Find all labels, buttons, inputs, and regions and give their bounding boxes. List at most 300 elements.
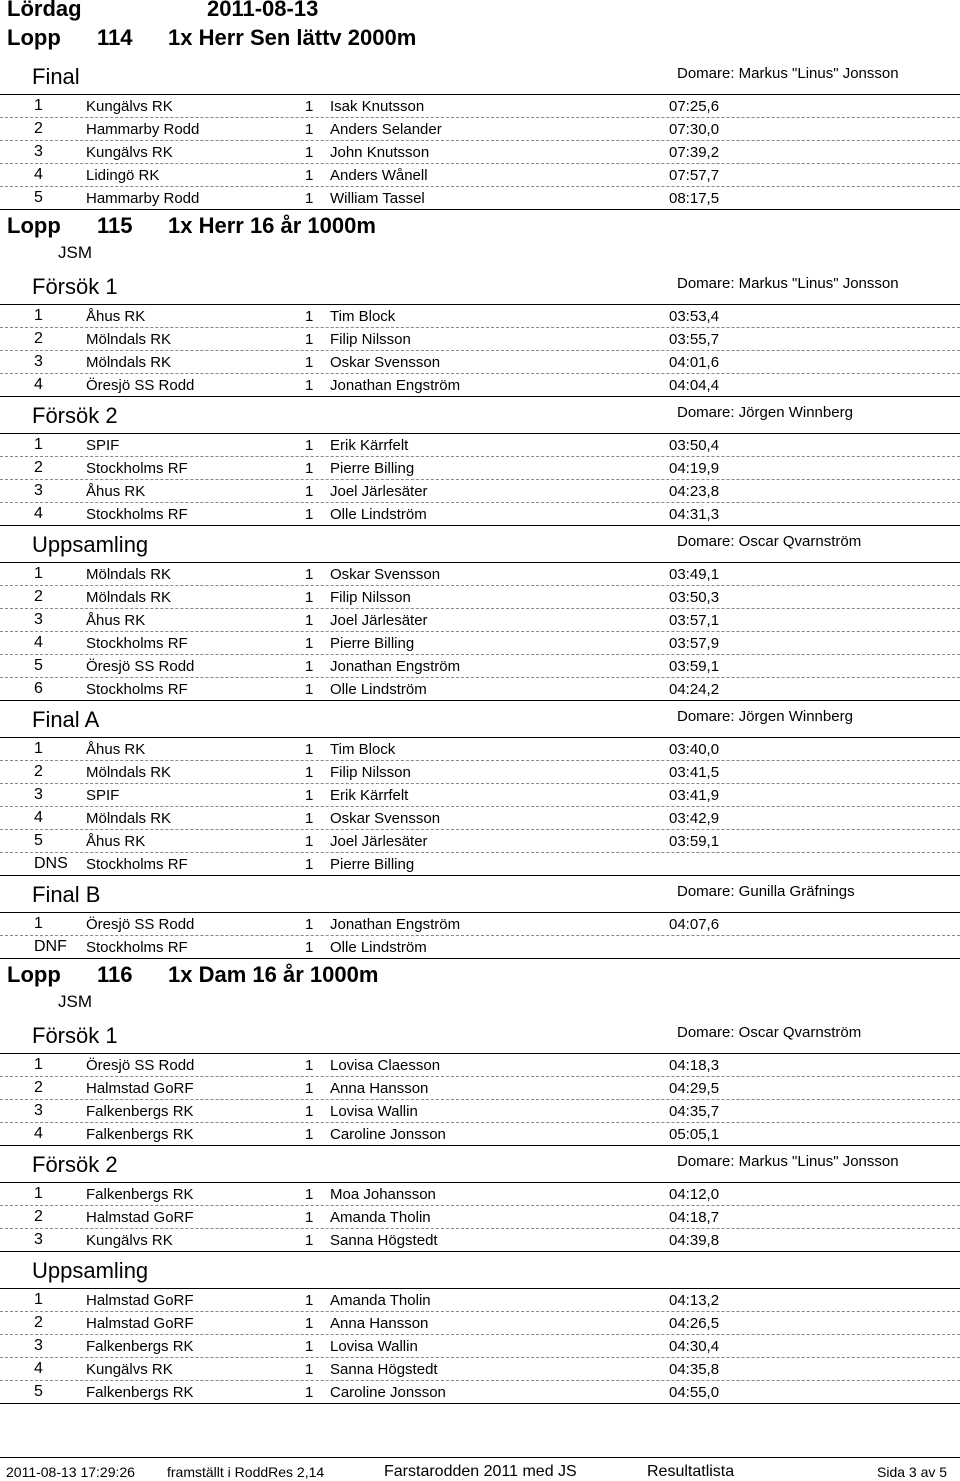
heat-block bbox=[0, 58, 960, 210]
result-row bbox=[0, 761, 960, 784]
heat-header bbox=[0, 1017, 960, 1054]
race-number: 115 bbox=[97, 213, 133, 238]
place: 2 bbox=[34, 459, 43, 476]
heat-block bbox=[0, 701, 960, 876]
club-name: Mölndals RK bbox=[86, 566, 172, 583]
result-time: 03:50,4 bbox=[669, 437, 720, 454]
day-label: Lördag bbox=[7, 0, 82, 21]
result-row bbox=[0, 141, 960, 164]
result-time: 03:41,5 bbox=[669, 764, 720, 781]
place: 3 bbox=[34, 1102, 43, 1119]
rower-name: Filip Nilsson bbox=[330, 764, 411, 781]
boat-number: 1 bbox=[305, 144, 314, 161]
page-footer bbox=[0, 1457, 960, 1480]
rower-name: Anders Wånell bbox=[330, 167, 428, 184]
place: 2 bbox=[34, 763, 43, 780]
boat-number: 1 bbox=[305, 833, 314, 850]
result-time: 04:23,8 bbox=[669, 483, 720, 500]
place: 3 bbox=[34, 482, 43, 499]
result-time: 05:05,1 bbox=[669, 1126, 720, 1143]
rower-name: Amanda Tholin bbox=[330, 1209, 431, 1226]
place: 1 bbox=[34, 1185, 43, 1202]
result-time: 04:55,0 bbox=[669, 1384, 720, 1401]
result-time: 04:01,6 bbox=[669, 354, 720, 371]
place: 4 bbox=[34, 809, 43, 826]
result-time: 04:30,4 bbox=[669, 1338, 720, 1355]
result-row bbox=[0, 1100, 960, 1123]
place: 5 bbox=[34, 1383, 43, 1400]
result-time: 03:50,3 bbox=[669, 589, 720, 606]
heat-header bbox=[0, 268, 960, 305]
boat-number: 1 bbox=[305, 437, 314, 454]
heat-header bbox=[0, 526, 960, 563]
result-row bbox=[0, 328, 960, 351]
place: 4 bbox=[34, 166, 43, 183]
rower-name: Joel Järlesäter bbox=[330, 483, 428, 500]
heat-block bbox=[0, 1146, 960, 1252]
result-rows bbox=[0, 305, 960, 397]
result-row bbox=[0, 480, 960, 503]
rower-name: Tim Block bbox=[330, 308, 396, 325]
place: 1 bbox=[34, 436, 43, 453]
boat-number: 1 bbox=[305, 1186, 314, 1203]
race-sub-label: JSM bbox=[58, 243, 92, 262]
rower-name: Anna Hansson bbox=[330, 1080, 429, 1097]
boat-number: 1 bbox=[305, 681, 314, 698]
result-time: 03:49,1 bbox=[669, 566, 720, 583]
club-name: Åhus RK bbox=[86, 308, 146, 325]
rower-name: Caroline Jonsson bbox=[330, 1126, 446, 1143]
result-time: 04:31,3 bbox=[669, 506, 720, 523]
place: 1 bbox=[34, 1056, 43, 1073]
race-label: Lopp bbox=[7, 962, 61, 987]
judge-label: Domare: Jörgen Winnberg bbox=[677, 708, 853, 725]
race-subtitle bbox=[0, 242, 960, 268]
footer-event: Farstarodden 2011 med JS bbox=[384, 1463, 577, 1480]
heat-header bbox=[0, 58, 960, 95]
heat-name: Försök 2 bbox=[32, 403, 118, 428]
club-name: Mölndals RK bbox=[86, 764, 172, 781]
club-name: Åhus RK bbox=[86, 483, 146, 500]
result-row bbox=[0, 1123, 960, 1146]
result-row bbox=[0, 503, 960, 526]
place: 3 bbox=[34, 786, 43, 803]
result-time: 04:18,3 bbox=[669, 1057, 720, 1074]
club-name: Öresjö SS Rodd bbox=[86, 377, 195, 394]
result-row bbox=[0, 655, 960, 678]
club-name: Kungälvs RK bbox=[86, 1232, 173, 1249]
result-time: 03:59,1 bbox=[669, 833, 720, 850]
result-rows bbox=[0, 563, 960, 701]
result-row bbox=[0, 586, 960, 609]
club-name: Falkenbergs RK bbox=[86, 1186, 194, 1203]
rower-name: Pierre Billing bbox=[330, 856, 415, 873]
rower-name: Joel Järlesäter bbox=[330, 612, 428, 629]
result-row bbox=[0, 678, 960, 701]
rower-name: Anna Hansson bbox=[330, 1315, 429, 1332]
heat-name: Final B bbox=[32, 882, 101, 907]
club-name: Mölndals RK bbox=[86, 589, 172, 606]
club-name: Falkenbergs RK bbox=[86, 1384, 194, 1401]
club-name: Stockholms RF bbox=[86, 460, 188, 477]
club-name: Mölndals RK bbox=[86, 331, 172, 348]
heat-header bbox=[0, 701, 960, 738]
result-rows bbox=[0, 1183, 960, 1252]
race-section bbox=[0, 210, 960, 959]
race-sub-label: JSM bbox=[58, 992, 92, 1011]
heat-name: Försök 1 bbox=[32, 1023, 118, 1048]
boat-number: 1 bbox=[305, 460, 314, 477]
result-time: 04:39,8 bbox=[669, 1232, 720, 1249]
race-title bbox=[0, 959, 960, 991]
date-label: 2011-08-13 bbox=[207, 0, 319, 21]
heat-header bbox=[0, 397, 960, 434]
boat-number: 1 bbox=[305, 658, 314, 675]
boat-number: 1 bbox=[305, 612, 314, 629]
boat-number: 1 bbox=[305, 635, 314, 652]
boat-number: 1 bbox=[305, 331, 314, 348]
race-subtitle bbox=[0, 991, 960, 1017]
place: 4 bbox=[34, 376, 43, 393]
boat-number: 1 bbox=[305, 939, 314, 956]
footer-timestamp: 2011-08-13 17:29:26 bbox=[6, 1464, 135, 1480]
club-name: Åhus RK bbox=[86, 741, 146, 758]
boat-number: 1 bbox=[305, 1209, 314, 1226]
place: 5 bbox=[34, 832, 43, 849]
result-row bbox=[0, 164, 960, 187]
place: 4 bbox=[34, 505, 43, 522]
club-name: Halmstad GoRF bbox=[86, 1292, 194, 1309]
place: 1 bbox=[34, 915, 43, 932]
heat-header bbox=[0, 876, 960, 913]
judge-label: Domare: Gunilla Gräfnings bbox=[677, 883, 855, 900]
place: 5 bbox=[34, 657, 43, 674]
club-name: Halmstad GoRF bbox=[86, 1315, 194, 1332]
place: 4 bbox=[34, 1360, 43, 1377]
place: 1 bbox=[34, 307, 43, 324]
rower-name: Anders Selander bbox=[330, 121, 442, 138]
heat-name: Final bbox=[32, 64, 80, 89]
result-row bbox=[0, 632, 960, 655]
boat-number: 1 bbox=[305, 1384, 314, 1401]
race-class: 1x Herr 16 år 1000m bbox=[168, 213, 376, 238]
place: 1 bbox=[34, 565, 43, 582]
boat-number: 1 bbox=[305, 98, 314, 115]
rower-name: Erik Kärrfelt bbox=[330, 787, 409, 804]
club-name: Halmstad GoRF bbox=[86, 1080, 194, 1097]
result-rows bbox=[0, 1054, 960, 1146]
footer-made-with: framställt i RoddRes 2,14 bbox=[167, 1464, 325, 1480]
rower-name: Pierre Billing bbox=[330, 635, 415, 652]
boat-number: 1 bbox=[305, 1292, 314, 1309]
club-name: Öresjö SS Rodd bbox=[86, 916, 195, 933]
club-name: Falkenbergs RK bbox=[86, 1126, 194, 1143]
result-time: 04:07,6 bbox=[669, 916, 720, 933]
boat-number: 1 bbox=[305, 483, 314, 500]
result-row bbox=[0, 1054, 960, 1077]
footer-doc-type: Resultatlista bbox=[647, 1463, 735, 1480]
club-name: Öresjö SS Rodd bbox=[86, 658, 195, 675]
race-class: 1x Dam 16 år 1000m bbox=[168, 962, 379, 987]
result-row bbox=[0, 853, 960, 876]
date-line bbox=[7, 0, 319, 22]
boat-number: 1 bbox=[305, 741, 314, 758]
club-name: Stockholms RF bbox=[86, 939, 188, 956]
boat-number: 1 bbox=[305, 589, 314, 606]
heat-block bbox=[0, 1252, 960, 1404]
place: 3 bbox=[34, 611, 43, 628]
result-row bbox=[0, 1206, 960, 1229]
result-time: 07:25,6 bbox=[669, 98, 720, 115]
club-name: Halmstad GoRF bbox=[86, 1209, 194, 1226]
boat-number: 1 bbox=[305, 190, 314, 207]
result-time: 07:30,0 bbox=[669, 121, 720, 138]
club-name: Åhus RK bbox=[86, 612, 146, 629]
result-time: 08:17,5 bbox=[669, 190, 720, 207]
rower-name: Sanna Högstedt bbox=[330, 1232, 438, 1249]
heat-block bbox=[0, 397, 960, 526]
heat-header bbox=[0, 1252, 960, 1289]
boat-number: 1 bbox=[305, 377, 314, 394]
result-row bbox=[0, 563, 960, 586]
result-time: 04:35,8 bbox=[669, 1361, 720, 1378]
place: 6 bbox=[34, 680, 43, 697]
judge-label: Domare: Oscar Qvarnström bbox=[677, 533, 862, 550]
club-name: Stockholms RF bbox=[86, 506, 188, 523]
place: 2 bbox=[34, 330, 43, 347]
heat-block bbox=[0, 526, 960, 701]
boat-number: 1 bbox=[305, 308, 314, 325]
boat-number: 1 bbox=[305, 121, 314, 138]
club-name: Kungälvs RK bbox=[86, 144, 173, 161]
result-row bbox=[0, 609, 960, 632]
heat-header bbox=[0, 1146, 960, 1183]
rower-name: Sanna Högstedt bbox=[330, 1361, 438, 1378]
result-time: 04:26,5 bbox=[669, 1315, 720, 1332]
club-name: Stockholms RF bbox=[86, 856, 188, 873]
race-label: Lopp bbox=[7, 25, 61, 50]
result-time: 03:53,4 bbox=[669, 308, 720, 325]
result-time: 03:55,7 bbox=[669, 331, 720, 348]
heat-block bbox=[0, 876, 960, 959]
result-time: 07:57,7 bbox=[669, 167, 720, 184]
judge-label: Domare: Jörgen Winnberg bbox=[677, 404, 853, 421]
result-row bbox=[0, 830, 960, 853]
result-row bbox=[0, 95, 960, 118]
rower-name: Lovisa Wallin bbox=[330, 1103, 418, 1120]
rower-name: Filip Nilsson bbox=[330, 331, 411, 348]
race-section bbox=[0, 58, 960, 210]
page-header bbox=[0, 0, 960, 58]
club-name: Falkenbergs RK bbox=[86, 1103, 194, 1120]
rower-name: John Knutsson bbox=[330, 144, 430, 161]
rower-name: Oskar Svensson bbox=[330, 566, 441, 583]
result-row bbox=[0, 1077, 960, 1100]
place: 2 bbox=[34, 1314, 43, 1331]
rower-name: Oskar Svensson bbox=[330, 354, 441, 371]
result-rows bbox=[0, 95, 960, 210]
place: 5 bbox=[34, 189, 43, 206]
result-row bbox=[0, 1229, 960, 1252]
rower-name: Tim Block bbox=[330, 741, 396, 758]
race-label: Lopp bbox=[7, 213, 61, 238]
club-name: Kungälvs RK bbox=[86, 1361, 173, 1378]
result-time: 04:29,5 bbox=[669, 1080, 720, 1097]
result-time: 04:19,9 bbox=[669, 460, 720, 477]
footer-page-number: Sida 3 av 5 bbox=[877, 1464, 948, 1480]
club-name: Hammarby Rodd bbox=[86, 121, 200, 138]
boat-number: 1 bbox=[305, 506, 314, 523]
rower-name: Moa Johansson bbox=[330, 1186, 436, 1203]
result-rows bbox=[0, 1289, 960, 1404]
place: 1 bbox=[34, 97, 43, 114]
club-name: Stockholms RF bbox=[86, 635, 188, 652]
heat-name: Uppsamling bbox=[32, 532, 149, 557]
club-name: SPIF bbox=[86, 787, 120, 804]
rower-name: Pierre Billing bbox=[330, 460, 415, 477]
boat-number: 1 bbox=[305, 916, 314, 933]
heat-name: Försök 1 bbox=[32, 274, 118, 299]
race-section bbox=[0, 959, 960, 1404]
result-time: 03:57,1 bbox=[669, 612, 720, 629]
rower-name: Lovisa Wallin bbox=[330, 1338, 418, 1355]
result-row bbox=[0, 807, 960, 830]
judge-label: Domare: Markus "Linus" Jonsson bbox=[677, 1153, 899, 1170]
result-row bbox=[0, 374, 960, 397]
boat-number: 1 bbox=[305, 1338, 314, 1355]
rower-name: Lovisa Claesson bbox=[330, 1057, 441, 1074]
place: 1 bbox=[34, 740, 43, 757]
club-name: Mölndals RK bbox=[86, 810, 172, 827]
rower-name: Amanda Tholin bbox=[330, 1292, 431, 1309]
rower-name: Caroline Jonsson bbox=[330, 1384, 446, 1401]
heat-name: Final A bbox=[32, 707, 100, 732]
rower-name: Filip Nilsson bbox=[330, 589, 411, 606]
result-row bbox=[0, 305, 960, 328]
result-time: 03:40,0 bbox=[669, 741, 720, 758]
place: 2 bbox=[34, 588, 43, 605]
result-row bbox=[0, 784, 960, 807]
heat-name: Försök 2 bbox=[32, 1152, 118, 1177]
boat-number: 1 bbox=[305, 1315, 314, 1332]
boat-number: 1 bbox=[305, 354, 314, 371]
result-row bbox=[0, 187, 960, 210]
place: 4 bbox=[34, 1125, 43, 1142]
result-row bbox=[0, 351, 960, 374]
result-row bbox=[0, 118, 960, 141]
club-name: Stockholms RF bbox=[86, 681, 188, 698]
place: 1 bbox=[34, 1291, 43, 1308]
place: 2 bbox=[34, 1079, 43, 1096]
club-name: Mölndals RK bbox=[86, 354, 172, 371]
result-time: 03:57,9 bbox=[669, 635, 720, 652]
rower-name: Olle Lindström bbox=[330, 681, 427, 698]
boat-number: 1 bbox=[305, 810, 314, 827]
result-rows bbox=[0, 434, 960, 526]
result-row bbox=[0, 1358, 960, 1381]
race-number: 114 bbox=[97, 25, 133, 50]
rower-name: Olle Lindström bbox=[330, 939, 427, 956]
place: 3 bbox=[34, 143, 43, 160]
place: 4 bbox=[34, 634, 43, 651]
boat-number: 1 bbox=[305, 1126, 314, 1143]
rower-name: Jonathan Engström bbox=[330, 658, 461, 675]
result-row bbox=[0, 1381, 960, 1404]
heat-block bbox=[0, 268, 960, 397]
club-name: Hammarby Rodd bbox=[86, 190, 200, 207]
boat-number: 1 bbox=[305, 1361, 314, 1378]
boat-number: 1 bbox=[305, 1232, 314, 1249]
club-name: SPIF bbox=[86, 437, 120, 454]
result-time: 03:59,1 bbox=[669, 658, 720, 675]
boat-number: 1 bbox=[305, 1080, 314, 1097]
result-row bbox=[0, 738, 960, 761]
club-name: Öresjö SS Rodd bbox=[86, 1057, 195, 1074]
boat-number: 1 bbox=[305, 764, 314, 781]
judge-label: Domare: Markus "Linus" Jonsson bbox=[677, 275, 899, 292]
boat-number: 1 bbox=[305, 566, 314, 583]
result-row bbox=[0, 1289, 960, 1312]
rower-name: Erik Kärrfelt bbox=[330, 437, 409, 454]
race-title bbox=[0, 210, 960, 242]
result-time: 03:42,9 bbox=[669, 810, 720, 827]
place: 2 bbox=[34, 120, 43, 137]
boat-number: 1 bbox=[305, 856, 314, 873]
place: 3 bbox=[34, 1337, 43, 1354]
result-row bbox=[0, 1335, 960, 1358]
club-name: Kungälvs RK bbox=[86, 98, 173, 115]
results-content bbox=[0, 58, 960, 1404]
result-time: 04:35,7 bbox=[669, 1103, 720, 1120]
result-row bbox=[0, 1183, 960, 1206]
boat-number: 1 bbox=[305, 1103, 314, 1120]
heat-block bbox=[0, 1017, 960, 1146]
race-class: 1x Herr Sen lättv 2000m bbox=[168, 25, 417, 50]
result-time: 04:04,4 bbox=[669, 377, 720, 394]
rower-name: Isak Knutsson bbox=[330, 98, 425, 115]
place: 2 bbox=[34, 1208, 43, 1225]
place: 3 bbox=[34, 353, 43, 370]
club-name: Lidingö RK bbox=[86, 167, 160, 184]
result-time: 07:39,2 bbox=[669, 144, 720, 161]
result-time: 04:24,2 bbox=[669, 681, 720, 698]
result-time: 03:41,9 bbox=[669, 787, 720, 804]
result-time: 04:12,0 bbox=[669, 1186, 720, 1203]
place: DNS bbox=[34, 855, 68, 872]
rower-name: William Tassel bbox=[330, 190, 425, 207]
result-row bbox=[0, 936, 960, 959]
race-number: 116 bbox=[97, 962, 133, 987]
club-name: Falkenbergs RK bbox=[86, 1338, 194, 1355]
result-row bbox=[0, 457, 960, 480]
result-time: 04:18,7 bbox=[669, 1209, 720, 1226]
rower-name: Jonathan Engström bbox=[330, 916, 461, 933]
result-row bbox=[0, 434, 960, 457]
boat-number: 1 bbox=[305, 167, 314, 184]
place: 3 bbox=[34, 1231, 43, 1248]
result-row bbox=[0, 913, 960, 936]
judge-label: Domare: Oscar Qvarnström bbox=[677, 1024, 862, 1041]
rower-name: Olle Lindström bbox=[330, 506, 427, 523]
place: DNF bbox=[34, 938, 67, 955]
result-row bbox=[0, 1312, 960, 1335]
heat-name: Uppsamling bbox=[32, 1258, 149, 1283]
result-time: 04:13,2 bbox=[669, 1292, 720, 1309]
judge-label: Domare: Markus "Linus" Jonsson bbox=[677, 65, 899, 82]
boat-number: 1 bbox=[305, 1057, 314, 1074]
rower-name: Oskar Svensson bbox=[330, 810, 441, 827]
club-name: Åhus RK bbox=[86, 833, 146, 850]
